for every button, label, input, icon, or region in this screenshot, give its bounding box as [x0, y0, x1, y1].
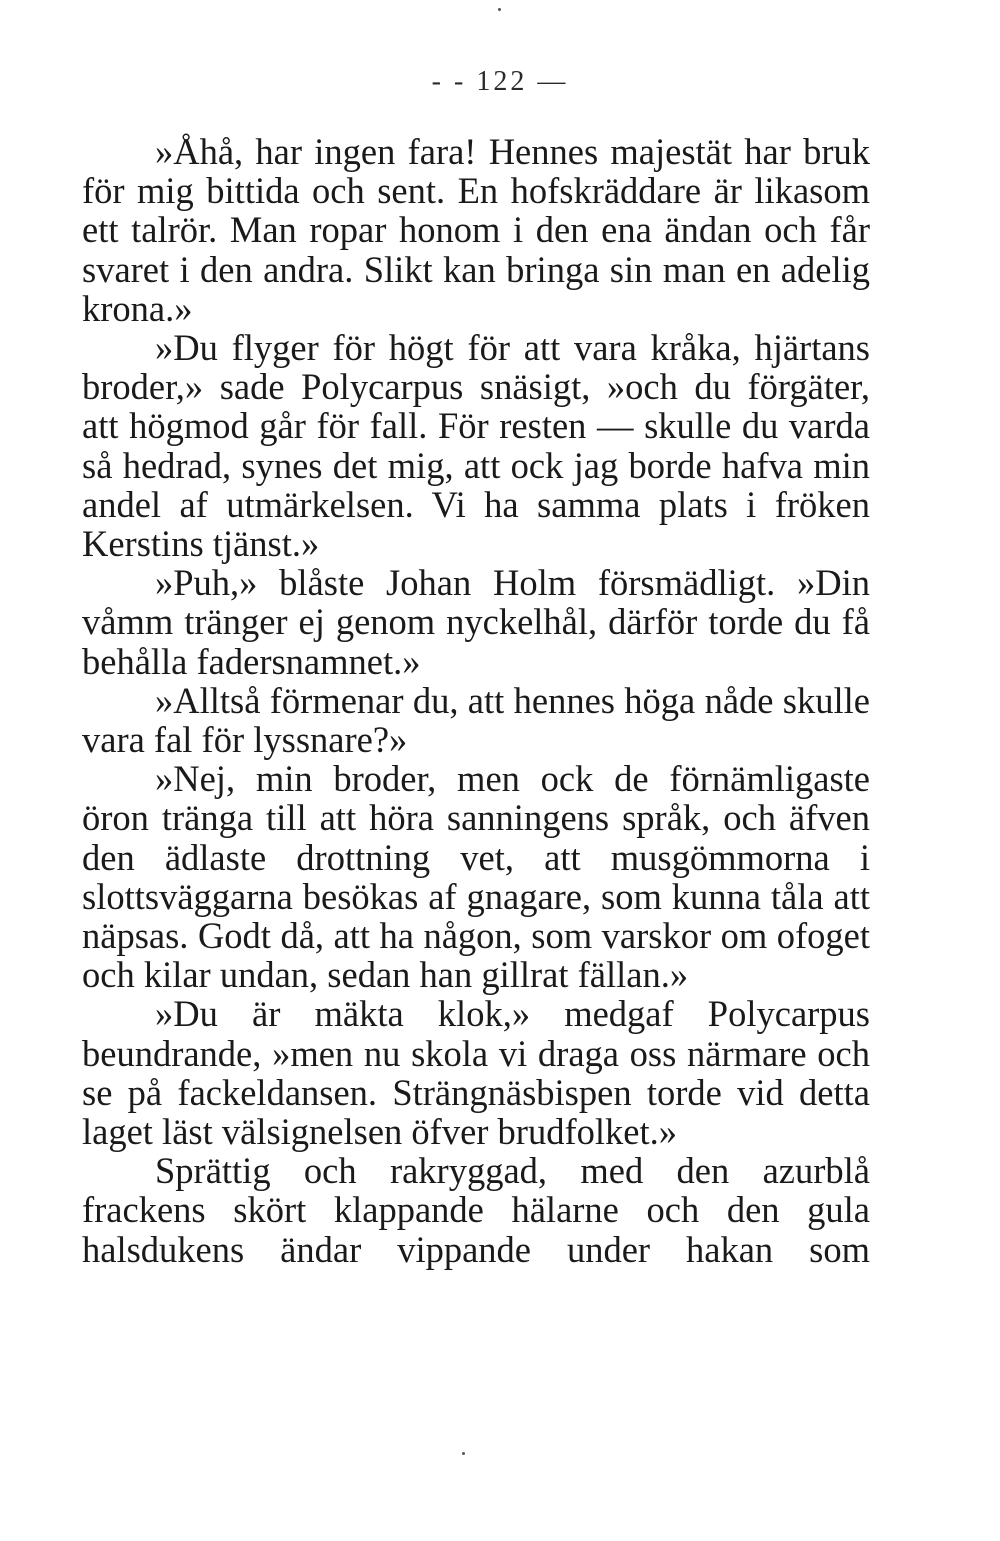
page-number: 122 — [476, 66, 528, 97]
print-speck-bottom — [462, 1452, 465, 1455]
paragraph-3: »Puh,» blåste Johan Holm försmädligt. »Din våmm tränger ej genom nyckelhål, därför torde du få behålla fadersnamnet.» — [82, 562, 870, 682]
paragraph-2: »Du flyger för högt för att vara kråka, hjärtans broder,» sade Polycarpus snäsigt, »och du förgäter, att högmod går för fall. För resten — skulle du varda så hedrad, synes det mig, att ock jag borde hafva min andel af utmärkelsen. Vi ha samma plats i fröken Kerstins tjänst.» — [82, 327, 870, 565]
header-dashes-left: - - — [431, 66, 467, 97]
body-text — [82, 132, 870, 1269]
paragraph-4: »Alltså förmenar du, att hennes höga nåde skulle vara fal för lyssnare?» — [82, 679, 870, 761]
page-header — [0, 66, 1000, 98]
paragraph-6: »Du är mäkta klok,» medgaf Polycarpus beundrande, »men nu skola vi draga oss närmare och se på fackeldansen. Strängnäsbispen torde vid detta laget läst välsignelsen öfver brudfolket.» — [82, 993, 870, 1153]
paragraph-5: »Nej, min broder, men ock de förnämligaste öron tränga till att höra sanningens språk, och äfven den ädlaste drottning vet, att musgömmorna i slottsväggarna besökas af gnagare, som kunna tåla att näpsas. Godt då, att ha någon, som varskor om ofoget och kilar undan, sedan han gillrat fällan.» — [82, 758, 870, 996]
print-speck-top — [498, 8, 501, 11]
paragraph-1: »Åhå, har ingen fara! Hennes majestät har bruk för mig bittida och sent. En hofskräddare är likasom ett talrör. Man ropar honom i den ena ändan och får svaret i den andra. Slikt kan bringa sin man en adelig krona.» — [82, 131, 870, 329]
header-dash-right: — — [537, 66, 569, 97]
paragraph-7: Sprättig och rakryggad, med den azurblå frackens skört klappande hälarne och den gula halsdukens ändar vippande under hakan som — [82, 1150, 870, 1270]
